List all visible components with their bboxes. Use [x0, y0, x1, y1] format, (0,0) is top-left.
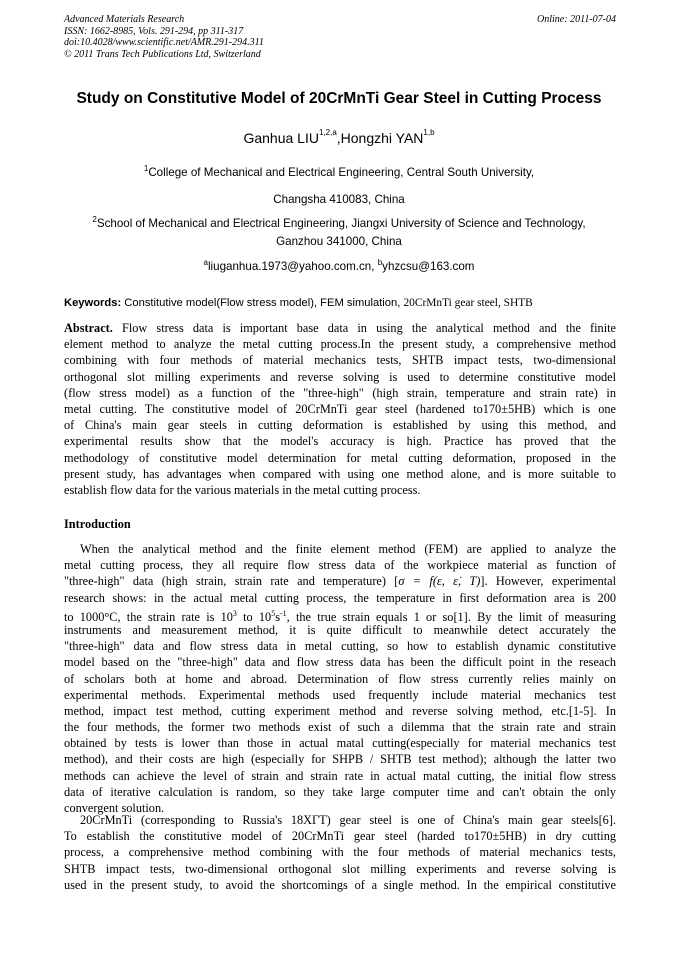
affiliation-2-line-2: Ganzhou 341000, China: [276, 235, 402, 248]
paragraph-line: "three-high" data and flow stress data in metal cutting, so how to establish dynamic constitutive: [64, 639, 616, 654]
paragraph-line: 20CrMnTi (corresponding to Russia's 18XГТ) gear steel is one of China's main gear steels[6].: [80, 813, 616, 827]
abstract-line: present study, has advantages when compared with using one method alone, and is more suitable to: [64, 466, 616, 481]
line-text: ]. However, experimental: [480, 574, 617, 589]
email-address: liuganhua.1973@yahoo.com.cn,: [207, 260, 378, 273]
paragraph-line: convergent solution.: [64, 801, 165, 815]
line-text: , the true strain equals 1 or so[1]. By the limit of measuring: [286, 609, 616, 624]
affiliation-1-line-1: [0, 166, 678, 179]
author-emails: [0, 260, 678, 273]
abstract-line: orthogonal slot milling experiments and reverse solving is used to determine constitutive model: [64, 369, 616, 384]
introduction-paragraph-2: [64, 812, 616, 893]
affiliation-1-line-2: Changsha 410083, China: [273, 193, 405, 206]
paragraph-line: [64, 606, 616, 622]
abstract-line: of China's main gear steels in cutting deformation is established by using this method, and: [64, 418, 616, 433]
line-text: to 10: [236, 609, 272, 624]
line-text: to 1000°C, the strain rate is 10: [64, 609, 233, 624]
paragraph-line: used in the present study, to avoid the shortcomings of a single method. In the empirical constitutive: [64, 877, 616, 892]
line-text: "three-high" data (high strain, strain rate and temperature) [: [64, 574, 399, 589]
journal-name: Advanced Materials Research: [64, 14, 185, 25]
email-marker: b: [377, 258, 383, 267]
affiliation-text: College of Mechanical and Electrical Engineering, Central South University,: [148, 166, 535, 179]
paragraph-line: data of iterative calculation is random, so they take large computer time and can't obtain the only: [64, 784, 616, 799]
line-text: s: [275, 609, 280, 624]
keywords-line: [64, 297, 616, 309]
paragraph-line: research shows: in the actual metal cutting process, the temperature in first deformation area is 200: [64, 590, 616, 605]
paragraph-line: the four methods, the former two methods exist of such a dilemma that the strain rate and strain: [64, 720, 616, 735]
abstract-line: methodology of constitutive model determination for metal cutting deformation, proposed in the: [64, 450, 616, 465]
paragraph-line: methods can achieve the level of strain and strain rate in actual matal cutting, the initial flow stress: [64, 768, 616, 783]
abstract-text: Flow stress data is important base data in using the analytical method and the finite: [112, 321, 616, 335]
paragraph-line: instruments and measurement method, it is quite difficult to meanwhile detect accurately the: [64, 622, 616, 637]
paragraph-line: model based on the "three-high" data and flow stress data has been the difficult point in the reseach: [64, 655, 616, 670]
email-address: yhzcsu@163.com: [382, 260, 475, 273]
paragraph-line: [64, 573, 616, 589]
keywords-text-serif: 20CrMnTi gear steel, SHTB: [403, 297, 533, 309]
author-name: Ganhua LIU: [243, 130, 319, 146]
affiliation-2-line-1: [0, 217, 678, 230]
online-date: Online: 2011-07-04: [537, 14, 616, 25]
doi-line: doi:10.4028/www.scientific.net/AMR.291-294.311: [64, 37, 264, 49]
abstract-line: (flow stress model) as a function of the "three-high" (high strain, temperature and strain rate) in: [64, 385, 616, 400]
paragraph-line: process, a comprehensive method combining with the four methods of material mechanics tests,: [64, 845, 616, 860]
keywords-text: Constitutive model(Flow stress model), FEM simulation,: [121, 297, 404, 309]
paper-title: Study on Constitutive Model of 20CrMnTi Gear Steel in Cutting Process: [76, 90, 602, 107]
paragraph-line: method), and their costs are high (especially for SHPB / SHTB test method); although the latter two: [64, 752, 616, 767]
paragraph-line: metal cutting process, they all require flow stress data of the workpiece material as function of: [64, 558, 616, 573]
abstract-line: element method to analyze the metal cutting process.In the present study, a comprehensive method: [64, 337, 616, 352]
issn-line: ISSN: 1662-8985, Vols. 291-294, pp 311-317: [64, 25, 244, 37]
author-name: Hongzhi YAN: [340, 130, 424, 146]
copyright-line: © 2011 Trans Tech Publications Ltd, Switzerland: [64, 48, 261, 60]
superscript: 5: [271, 608, 276, 618]
abstract-line: [64, 320, 616, 336]
email-marker: a: [203, 258, 208, 267]
author-list: [0, 130, 678, 146]
journal-header: [64, 14, 616, 60]
author-superscript: 1,2,a: [318, 128, 337, 137]
affiliation-text: School of Mechanical and Electrical Engineering, Jiangxi University of Science and Technology,: [96, 217, 586, 230]
abstract-line: experimental results show that the model's accuracy is high. Practice has proved that the: [64, 434, 616, 449]
abstract: [64, 320, 616, 498]
abstract-line: combining with four methods of material mechanics tests, SHTB impact tests, two-dimensional: [64, 353, 616, 368]
paragraph-line: experimental methods. Experimental methods used frequently include material mechanics test: [64, 687, 616, 702]
paragraph-line: To establish the constitutive model of 20CrMnTi gear steel (harded to170±5HB) in dry cutting: [64, 829, 616, 844]
paragraph-line: When the analytical method and the finite element method (FEM) are applied to analyze the: [80, 542, 616, 556]
affiliation-marker: 1: [143, 164, 149, 173]
affiliation-marker: 2: [92, 215, 97, 224]
paragraph-line: SHTB impact tests, two-dimensional orthogonal slot milling experiments and reverse solving is: [64, 861, 616, 876]
keywords-label: Keywords:: [64, 297, 122, 309]
flow-stress-formula: σ = f(ε, ε̇, T): [398, 574, 481, 589]
superscript: -1: [280, 608, 287, 618]
abstract-line: establish flow data for the various materials in the metal cutting process.: [64, 482, 421, 497]
abstract-label: Abstract.: [64, 321, 113, 335]
abstract-line: metal cutting. The constitutive model of 20CrMnTi gear steel (hardened to170±5HB) which is one: [64, 401, 616, 416]
introduction-paragraph-1: [64, 541, 616, 816]
author-superscript: 1,b: [423, 128, 435, 137]
superscript: 3: [232, 608, 237, 618]
paragraph-line: of scholars both at home and abroad. Determination of flow stress currently relies mainly on: [64, 671, 616, 686]
author-separator: ,: [336, 130, 341, 146]
paragraph-line: obtained by tests is lower than those in actual matal cutting(especially for material mechanics test: [64, 736, 616, 751]
section-heading-introduction: Introduction: [64, 517, 131, 531]
paragraph-line: method, impact test method, cutting experiment method and reverse solving method, etc.[1-5]. In: [64, 703, 616, 718]
